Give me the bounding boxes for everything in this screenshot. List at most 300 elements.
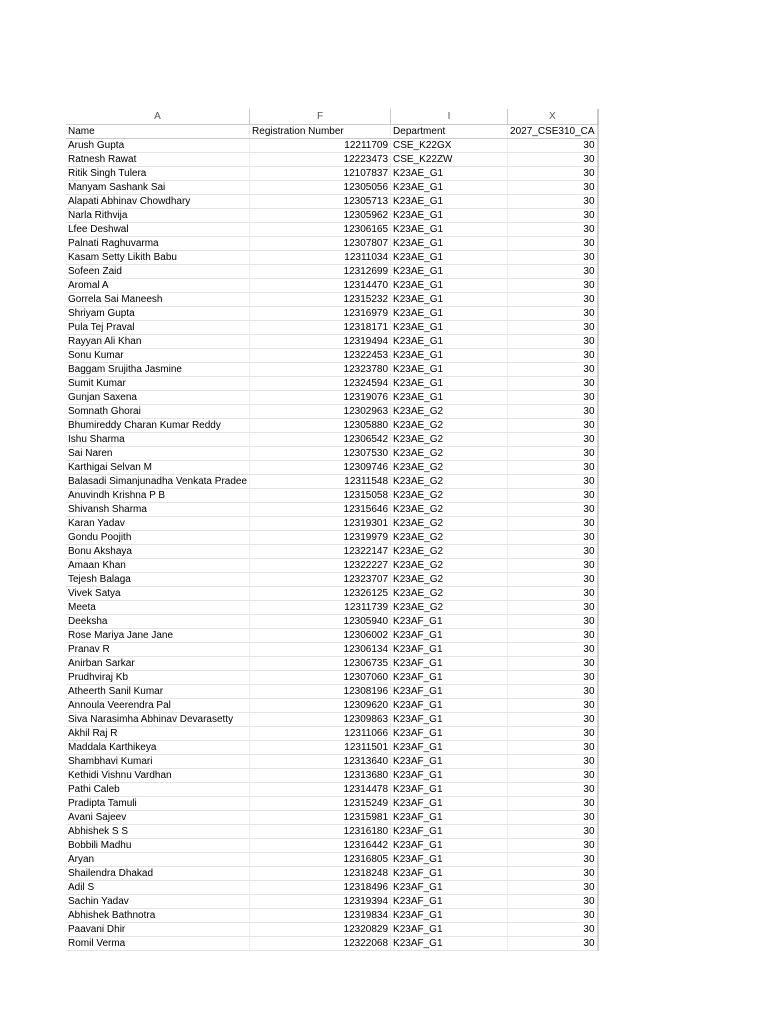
cell-score[interactable]: 30 — [508, 544, 598, 558]
cell-score[interactable]: 30 — [508, 488, 598, 502]
table-row — [66, 376, 598, 390]
cell-department[interactable]: K23AE_G2 — [391, 558, 508, 572]
table-row — [66, 488, 598, 502]
cell-name[interactable]: Aryan — [66, 852, 250, 866]
table-row — [66, 474, 598, 488]
column-letter-a[interactable]: A — [66, 109, 250, 124]
cell-name[interactable]: Abhishek S S — [66, 824, 250, 838]
cell-registration-number[interactable]: 12311034 — [250, 250, 391, 264]
column-letter-row — [66, 109, 598, 124]
cell-score[interactable]: 30 — [508, 250, 598, 264]
cell-name[interactable]: Pula Tej Praval — [66, 320, 250, 334]
table-row — [66, 880, 598, 894]
table-row — [66, 628, 598, 642]
cell-score[interactable]: 30 — [508, 894, 598, 908]
cell-department[interactable]: K23AF_G1 — [391, 740, 508, 754]
cell-score[interactable]: 30 — [508, 362, 598, 376]
cell-score[interactable]: 30 — [508, 740, 598, 754]
cell-registration-number[interactable]: 12307060 — [250, 670, 391, 684]
cell-score[interactable]: 30 — [508, 208, 598, 222]
cell-score[interactable]: 30 — [508, 572, 598, 586]
cell-registration-number[interactable]: 12305940 — [250, 614, 391, 628]
cell-score[interactable]: 30 — [508, 684, 598, 698]
cell-name[interactable]: Bobbili Madhu — [66, 838, 250, 852]
cell-score[interactable]: 30 — [508, 460, 598, 474]
cell-department[interactable]: K23AF_G1 — [391, 894, 508, 908]
cell-department[interactable]: K23AF_G1 — [391, 866, 508, 880]
table-row — [66, 138, 598, 152]
cell-score[interactable]: 30 — [508, 670, 598, 684]
cell-department[interactable]: K23AE_G2 — [391, 530, 508, 544]
table-row — [66, 754, 598, 768]
cell-registration-number[interactable]: 12319076 — [250, 390, 391, 404]
cell-score[interactable]: 30 — [508, 754, 598, 768]
cell-registration-number[interactable]: 12309746 — [250, 460, 391, 474]
header-department[interactable]: Department — [391, 124, 508, 138]
cell-score[interactable]: 30 — [508, 586, 598, 600]
cell-score[interactable]: 30 — [508, 922, 598, 936]
cell-name[interactable]: Somnath Ghorai — [66, 404, 250, 418]
cell-name[interactable]: Baggam Srujitha Jasmine — [66, 362, 250, 376]
cell-score[interactable]: 30 — [508, 348, 598, 362]
table-body — [66, 124, 598, 950]
cell-registration-number[interactable]: 12309863 — [250, 712, 391, 726]
cell-score[interactable]: 30 — [508, 502, 598, 516]
cell-department[interactable]: K23AF_G1 — [391, 936, 508, 950]
cell-name[interactable]: Sumit Kumar — [66, 376, 250, 390]
cell-department[interactable]: K23AE_G1 — [391, 236, 508, 250]
cell-registration-number[interactable]: 12320829 — [250, 922, 391, 936]
cell-department[interactable]: K23AE_G1 — [391, 222, 508, 236]
cell-registration-number[interactable]: 12322453 — [250, 348, 391, 362]
cell-department[interactable]: K23AF_G1 — [391, 852, 508, 866]
cell-score[interactable]: 30 — [508, 600, 598, 614]
cell-name[interactable]: Shriyam Gupta — [66, 306, 250, 320]
column-letter-x[interactable]: X — [508, 109, 598, 124]
cell-department[interactable]: K23AF_G1 — [391, 656, 508, 670]
cell-department[interactable]: K23AE_G1 — [391, 292, 508, 306]
table-row — [66, 278, 598, 292]
cell-name[interactable]: Manyam Sashank Sai — [66, 180, 250, 194]
cell-registration-number[interactable]: 12305962 — [250, 208, 391, 222]
cell-department[interactable]: K23AF_G1 — [391, 922, 508, 936]
cell-registration-number[interactable]: 12318171 — [250, 320, 391, 334]
cell-registration-number[interactable]: 12305880 — [250, 418, 391, 432]
cell-score[interactable]: 30 — [508, 180, 598, 194]
cell-department[interactable]: K23AE_G2 — [391, 460, 508, 474]
cell-name[interactable]: Akhil Raj R — [66, 726, 250, 740]
cell-registration-number[interactable]: 12319834 — [250, 908, 391, 922]
cell-score[interactable]: 30 — [508, 908, 598, 922]
table-row — [66, 600, 598, 614]
cell-name[interactable]: Karthigai Selvan M — [66, 460, 250, 474]
table-row — [66, 348, 598, 362]
cell-score[interactable]: 30 — [508, 824, 598, 838]
table-row — [66, 152, 598, 166]
cell-department[interactable]: K23AF_G1 — [391, 880, 508, 894]
cell-name[interactable]: Karan Yadav — [66, 516, 250, 530]
cell-department[interactable]: K23AF_G1 — [391, 726, 508, 740]
cell-name[interactable]: Rose Mariya Jane Jane — [66, 628, 250, 642]
cell-department[interactable]: K23AE_G1 — [391, 278, 508, 292]
cell-registration-number[interactable]: 12319979 — [250, 530, 391, 544]
cell-name[interactable]: Adil S — [66, 880, 250, 894]
cell-registration-number[interactable]: 12306002 — [250, 628, 391, 642]
cell-registration-number[interactable]: 12312699 — [250, 264, 391, 278]
cell-registration-number[interactable]: 12316442 — [250, 838, 391, 852]
cell-score[interactable]: 30 — [508, 768, 598, 782]
table-row — [66, 460, 598, 474]
cell-registration-number[interactable]: 12322147 — [250, 544, 391, 558]
cell-registration-number[interactable]: 12316805 — [250, 852, 391, 866]
header-row — [66, 124, 598, 138]
cell-department[interactable]: K23AE_G1 — [391, 376, 508, 390]
cell-score[interactable]: 30 — [508, 222, 598, 236]
cell-department[interactable]: K23AF_G1 — [391, 824, 508, 838]
column-letter-i[interactable]: I — [391, 109, 508, 124]
cell-registration-number[interactable]: 12314470 — [250, 278, 391, 292]
cell-name[interactable]: Abhishek Bathnotra — [66, 908, 250, 922]
cell-score[interactable]: 30 — [508, 628, 598, 642]
cell-department[interactable]: K23AF_G1 — [391, 796, 508, 810]
cell-registration-number[interactable]: 12315058 — [250, 488, 391, 502]
cell-department[interactable]: K23AF_G1 — [391, 684, 508, 698]
table-row — [66, 656, 598, 670]
cell-name[interactable]: Palnati Raghuvarma — [66, 236, 250, 250]
cell-score[interactable]: 30 — [508, 194, 598, 208]
table-row — [66, 684, 598, 698]
cell-name[interactable]: Sai Naren — [66, 446, 250, 460]
cell-name[interactable]: Ritik Singh Tulera — [66, 166, 250, 180]
table-row — [66, 418, 598, 432]
cell-score[interactable]: 30 — [508, 474, 598, 488]
cell-name[interactable]: Ratnesh Rawat — [66, 152, 250, 166]
table-row — [66, 222, 598, 236]
cell-department[interactable]: K23AE_G1 — [391, 180, 508, 194]
cell-registration-number[interactable]: 12319394 — [250, 894, 391, 908]
table-row — [66, 712, 598, 726]
cell-name[interactable]: Bhumireddy Charan Kumar Reddy — [66, 418, 250, 432]
table-row — [66, 530, 598, 544]
table-row — [66, 208, 598, 222]
table-row — [66, 936, 598, 950]
cell-department[interactable]: K23AE_G1 — [391, 348, 508, 362]
table-row — [66, 306, 598, 320]
cell-registration-number[interactable]: 12311739 — [250, 600, 391, 614]
table-row — [66, 852, 598, 866]
table-row — [66, 180, 598, 194]
cell-score[interactable]: 30 — [508, 264, 598, 278]
cell-name[interactable]: Kethidi Vishnu Vardhan — [66, 768, 250, 782]
cell-name[interactable]: Paavani Dhir — [66, 922, 250, 936]
cell-score[interactable]: 30 — [508, 558, 598, 572]
cell-score[interactable]: 30 — [508, 614, 598, 628]
cell-score[interactable]: 30 — [508, 404, 598, 418]
cell-name[interactable]: Gunjan Saxena — [66, 390, 250, 404]
cell-registration-number[interactable]: 12223473 — [250, 152, 391, 166]
cell-name[interactable]: Annoula Veerendra Pal — [66, 698, 250, 712]
cell-department[interactable]: K23AF_G1 — [391, 754, 508, 768]
header-registration-number[interactable]: Registration Number — [250, 124, 391, 138]
table-row — [66, 614, 598, 628]
cell-registration-number[interactable]: 12306165 — [250, 222, 391, 236]
cell-name[interactable]: Alapati Abhinav Chowdhary — [66, 194, 250, 208]
table-row — [66, 166, 598, 180]
cell-name[interactable]: Pathi Caleb — [66, 782, 250, 796]
cell-name[interactable]: Narla Rithvija — [66, 208, 250, 222]
cell-score[interactable]: 30 — [508, 810, 598, 824]
cell-name[interactable]: Arush Gupta — [66, 138, 250, 152]
cell-department[interactable]: K23AE_G1 — [391, 390, 508, 404]
cell-score[interactable]: 30 — [508, 320, 598, 334]
table-row — [66, 894, 598, 908]
table-row — [66, 740, 598, 754]
cell-registration-number[interactable]: 12326125 — [250, 586, 391, 600]
cell-score[interactable]: 30 — [508, 236, 598, 250]
table-row — [66, 502, 598, 516]
cell-department[interactable]: K23AF_G1 — [391, 628, 508, 642]
cell-score[interactable]: 30 — [508, 306, 598, 320]
cell-name[interactable]: Pranav R — [66, 642, 250, 656]
header-score[interactable]: 2027_CSE310_CA — [508, 124, 598, 138]
cell-department[interactable]: K23AE_G1 — [391, 250, 508, 264]
cell-registration-number[interactable]: 12305056 — [250, 180, 391, 194]
cell-department[interactable]: K23AE_G1 — [391, 194, 508, 208]
cell-registration-number[interactable]: 12308196 — [250, 684, 391, 698]
table-row — [66, 796, 598, 810]
cell-score[interactable]: 30 — [508, 138, 598, 152]
table-row — [66, 838, 598, 852]
cell-score[interactable]: 30 — [508, 838, 598, 852]
cell-department[interactable]: K23AF_G1 — [391, 768, 508, 782]
cell-registration-number[interactable]: 12311501 — [250, 740, 391, 754]
cell-name[interactable]: Maddala Karthikeya — [66, 740, 250, 754]
cell-registration-number[interactable]: 12316180 — [250, 824, 391, 838]
cell-registration-number[interactable]: 12211709 — [250, 138, 391, 152]
cell-name[interactable]: Sonu Kumar — [66, 348, 250, 362]
cell-score[interactable]: 30 — [508, 152, 598, 166]
cell-registration-number[interactable]: 12319494 — [250, 334, 391, 348]
cell-registration-number[interactable]: 12313640 — [250, 754, 391, 768]
cell-department[interactable]: K23AE_G1 — [391, 306, 508, 320]
table-row — [66, 236, 598, 250]
cell-registration-number[interactable]: 12318248 — [250, 866, 391, 880]
cell-score[interactable]: 30 — [508, 852, 598, 866]
cell-name[interactable]: Rayyan Ali Khan — [66, 334, 250, 348]
cell-department[interactable]: K23AE_G1 — [391, 362, 508, 376]
table-row — [66, 726, 598, 740]
table-row — [66, 292, 598, 306]
cell-name[interactable]: Amaan Khan — [66, 558, 250, 572]
cell-department[interactable]: K23AE_G2 — [391, 586, 508, 600]
cell-department[interactable]: K23AE_G2 — [391, 572, 508, 586]
cell-department[interactable]: K23AF_G1 — [391, 810, 508, 824]
cell-name[interactable]: Ishu Sharma — [66, 432, 250, 446]
table-row — [66, 390, 598, 404]
cell-department[interactable]: K23AE_G2 — [391, 502, 508, 516]
cell-registration-number[interactable]: 12316979 — [250, 306, 391, 320]
table-row — [66, 810, 598, 824]
cell-score[interactable]: 30 — [508, 166, 598, 180]
cell-department[interactable]: CSE_K22ZW — [391, 152, 508, 166]
cell-registration-number[interactable]: 12311066 — [250, 726, 391, 740]
table-row — [66, 334, 598, 348]
cell-registration-number[interactable]: 12307530 — [250, 446, 391, 460]
cell-registration-number[interactable]: 12315981 — [250, 810, 391, 824]
cell-department[interactable]: K23AE_G1 — [391, 320, 508, 334]
table-row — [66, 432, 598, 446]
table-row — [66, 516, 598, 530]
cell-registration-number[interactable]: 12319301 — [250, 516, 391, 530]
cell-department[interactable]: K23AE_G1 — [391, 334, 508, 348]
table-row — [66, 320, 598, 334]
table-row — [66, 824, 598, 838]
table-row — [66, 908, 598, 922]
cell-department[interactable]: K23AE_G2 — [391, 488, 508, 502]
cell-name[interactable]: Tejesh Balaga — [66, 572, 250, 586]
cell-registration-number[interactable]: 12306735 — [250, 656, 391, 670]
cell-score[interactable]: 30 — [508, 432, 598, 446]
cell-department[interactable]: K23AE_G1 — [391, 264, 508, 278]
cell-department[interactable]: K23AE_G1 — [391, 166, 508, 180]
cell-registration-number[interactable]: 12315646 — [250, 502, 391, 516]
cell-registration-number[interactable]: 12323707 — [250, 572, 391, 586]
cell-score[interactable]: 30 — [508, 656, 598, 670]
cell-name[interactable]: Prudhviraj Kb — [66, 670, 250, 684]
cell-score[interactable]: 30 — [508, 712, 598, 726]
cell-registration-number[interactable]: 12315249 — [250, 796, 391, 810]
cell-name[interactable]: Gondu Poojith — [66, 530, 250, 544]
cell-department[interactable]: K23AE_G2 — [391, 544, 508, 558]
cell-department[interactable]: K23AE_G2 — [391, 516, 508, 530]
cell-registration-number[interactable]: 12307807 — [250, 236, 391, 250]
cell-score[interactable]: 30 — [508, 390, 598, 404]
cell-score[interactable]: 30 — [508, 278, 598, 292]
cell-department[interactable]: K23AE_G2 — [391, 600, 508, 614]
cell-registration-number[interactable]: 12322227 — [250, 558, 391, 572]
cell-name[interactable]: Siva Narasimha Abhinav Devarasetty — [66, 712, 250, 726]
header-name[interactable]: Name — [66, 124, 250, 138]
cell-registration-number[interactable]: 12323780 — [250, 362, 391, 376]
cell-registration-number[interactable]: 12322068 — [250, 936, 391, 950]
table-row — [66, 250, 598, 264]
cell-name[interactable]: Pradipta Tamuli — [66, 796, 250, 810]
cell-department[interactable]: K23AF_G1 — [391, 642, 508, 656]
cell-score[interactable]: 30 — [508, 446, 598, 460]
table-row — [66, 572, 598, 586]
cell-department[interactable]: K23AF_G1 — [391, 614, 508, 628]
cell-registration-number[interactable]: 12314478 — [250, 782, 391, 796]
cell-name[interactable]: Shambhavi Kumari — [66, 754, 250, 768]
cell-score[interactable]: 30 — [508, 292, 598, 306]
cell-registration-number[interactable]: 12302963 — [250, 404, 391, 418]
cell-name[interactable]: Shailendra Dhakad — [66, 866, 250, 880]
table-row — [66, 866, 598, 880]
cell-registration-number[interactable]: 12107837 — [250, 166, 391, 180]
cell-score[interactable]: 30 — [508, 866, 598, 880]
table-row — [66, 586, 598, 600]
cell-name[interactable]: Aromal A — [66, 278, 250, 292]
cell-name[interactable]: Kasam Setty Likith Babu — [66, 250, 250, 264]
cell-registration-number[interactable]: 12309620 — [250, 698, 391, 712]
cell-department[interactable]: CSE_K22GX — [391, 138, 508, 152]
cell-name[interactable]: Avani Sajeev — [66, 810, 250, 824]
table-row — [66, 194, 598, 208]
cell-score[interactable]: 30 — [508, 334, 598, 348]
cell-registration-number[interactable]: 12305713 — [250, 194, 391, 208]
cell-score[interactable]: 30 — [508, 880, 598, 894]
table-row — [66, 558, 598, 572]
table-row — [66, 698, 598, 712]
cell-department[interactable]: K23AE_G2 — [391, 474, 508, 488]
cell-name[interactable]: Bonu Akshaya — [66, 544, 250, 558]
column-letter-f[interactable]: F — [250, 109, 391, 124]
cell-department[interactable]: K23AE_G2 — [391, 446, 508, 460]
cell-department[interactable]: K23AF_G1 — [391, 782, 508, 796]
cell-score[interactable]: 30 — [508, 516, 598, 530]
cell-name[interactable]: Deeksha — [66, 614, 250, 628]
cell-name[interactable]: Anirban Sarkar — [66, 656, 250, 670]
cell-name[interactable]: Vivek Satya — [66, 586, 250, 600]
table-row — [66, 670, 598, 684]
cell-registration-number[interactable]: 12318496 — [250, 880, 391, 894]
cell-department[interactable]: K23AF_G1 — [391, 908, 508, 922]
cell-score[interactable]: 30 — [508, 530, 598, 544]
table-row — [66, 544, 598, 558]
cell-department[interactable]: K23AE_G2 — [391, 404, 508, 418]
cell-score[interactable]: 30 — [508, 726, 598, 740]
cell-score[interactable]: 30 — [508, 418, 598, 432]
table-row — [66, 768, 598, 782]
cell-department[interactable]: K23AF_G1 — [391, 712, 508, 726]
table-row — [66, 264, 598, 278]
cell-registration-number[interactable]: 12306542 — [250, 432, 391, 446]
cell-name[interactable]: Gorrela Sai Maneesh — [66, 292, 250, 306]
cell-name[interactable]: Shivansh Sharma — [66, 502, 250, 516]
cell-name[interactable]: Lfee Deshwal — [66, 222, 250, 236]
cell-name[interactable]: Meeta — [66, 600, 250, 614]
table-row — [66, 782, 598, 796]
cell-score[interactable]: 30 — [508, 698, 598, 712]
cell-registration-number[interactable]: 12306134 — [250, 642, 391, 656]
spreadsheet-table — [66, 109, 599, 951]
cell-department[interactable]: K23AE_G2 — [391, 432, 508, 446]
cell-department[interactable]: K23AF_G1 — [391, 838, 508, 852]
cell-department[interactable]: K23AF_G1 — [391, 670, 508, 684]
cell-score[interactable]: 30 — [508, 782, 598, 796]
cell-registration-number[interactable]: 12315232 — [250, 292, 391, 306]
cell-name[interactable]: Atheerth Sanil Kumar — [66, 684, 250, 698]
table-row — [66, 642, 598, 656]
cell-score[interactable]: 30 — [508, 796, 598, 810]
cell-name[interactable]: Sofeen Zaid — [66, 264, 250, 278]
cell-registration-number[interactable]: 12324594 — [250, 376, 391, 390]
cell-score[interactable]: 30 — [508, 376, 598, 390]
cell-department[interactable]: K23AE_G1 — [391, 208, 508, 222]
table-row — [66, 922, 598, 936]
cell-name[interactable]: Balasadi Simanjunadha Venkata Pradee — [66, 474, 250, 488]
cell-name[interactable]: Anuvindh Krishna P B — [66, 488, 250, 502]
cell-name[interactable]: Romil Verma — [66, 936, 250, 950]
table-row — [66, 362, 598, 376]
cell-registration-number[interactable]: 12313680 — [250, 768, 391, 782]
cell-score[interactable]: 30 — [508, 642, 598, 656]
cell-department[interactable]: K23AE_G2 — [391, 418, 508, 432]
cell-name[interactable]: Sachin Yadav — [66, 894, 250, 908]
cell-registration-number[interactable]: 12311548 — [250, 474, 391, 488]
cell-score[interactable]: 30 — [508, 936, 598, 950]
cell-department[interactable]: K23AF_G1 — [391, 698, 508, 712]
